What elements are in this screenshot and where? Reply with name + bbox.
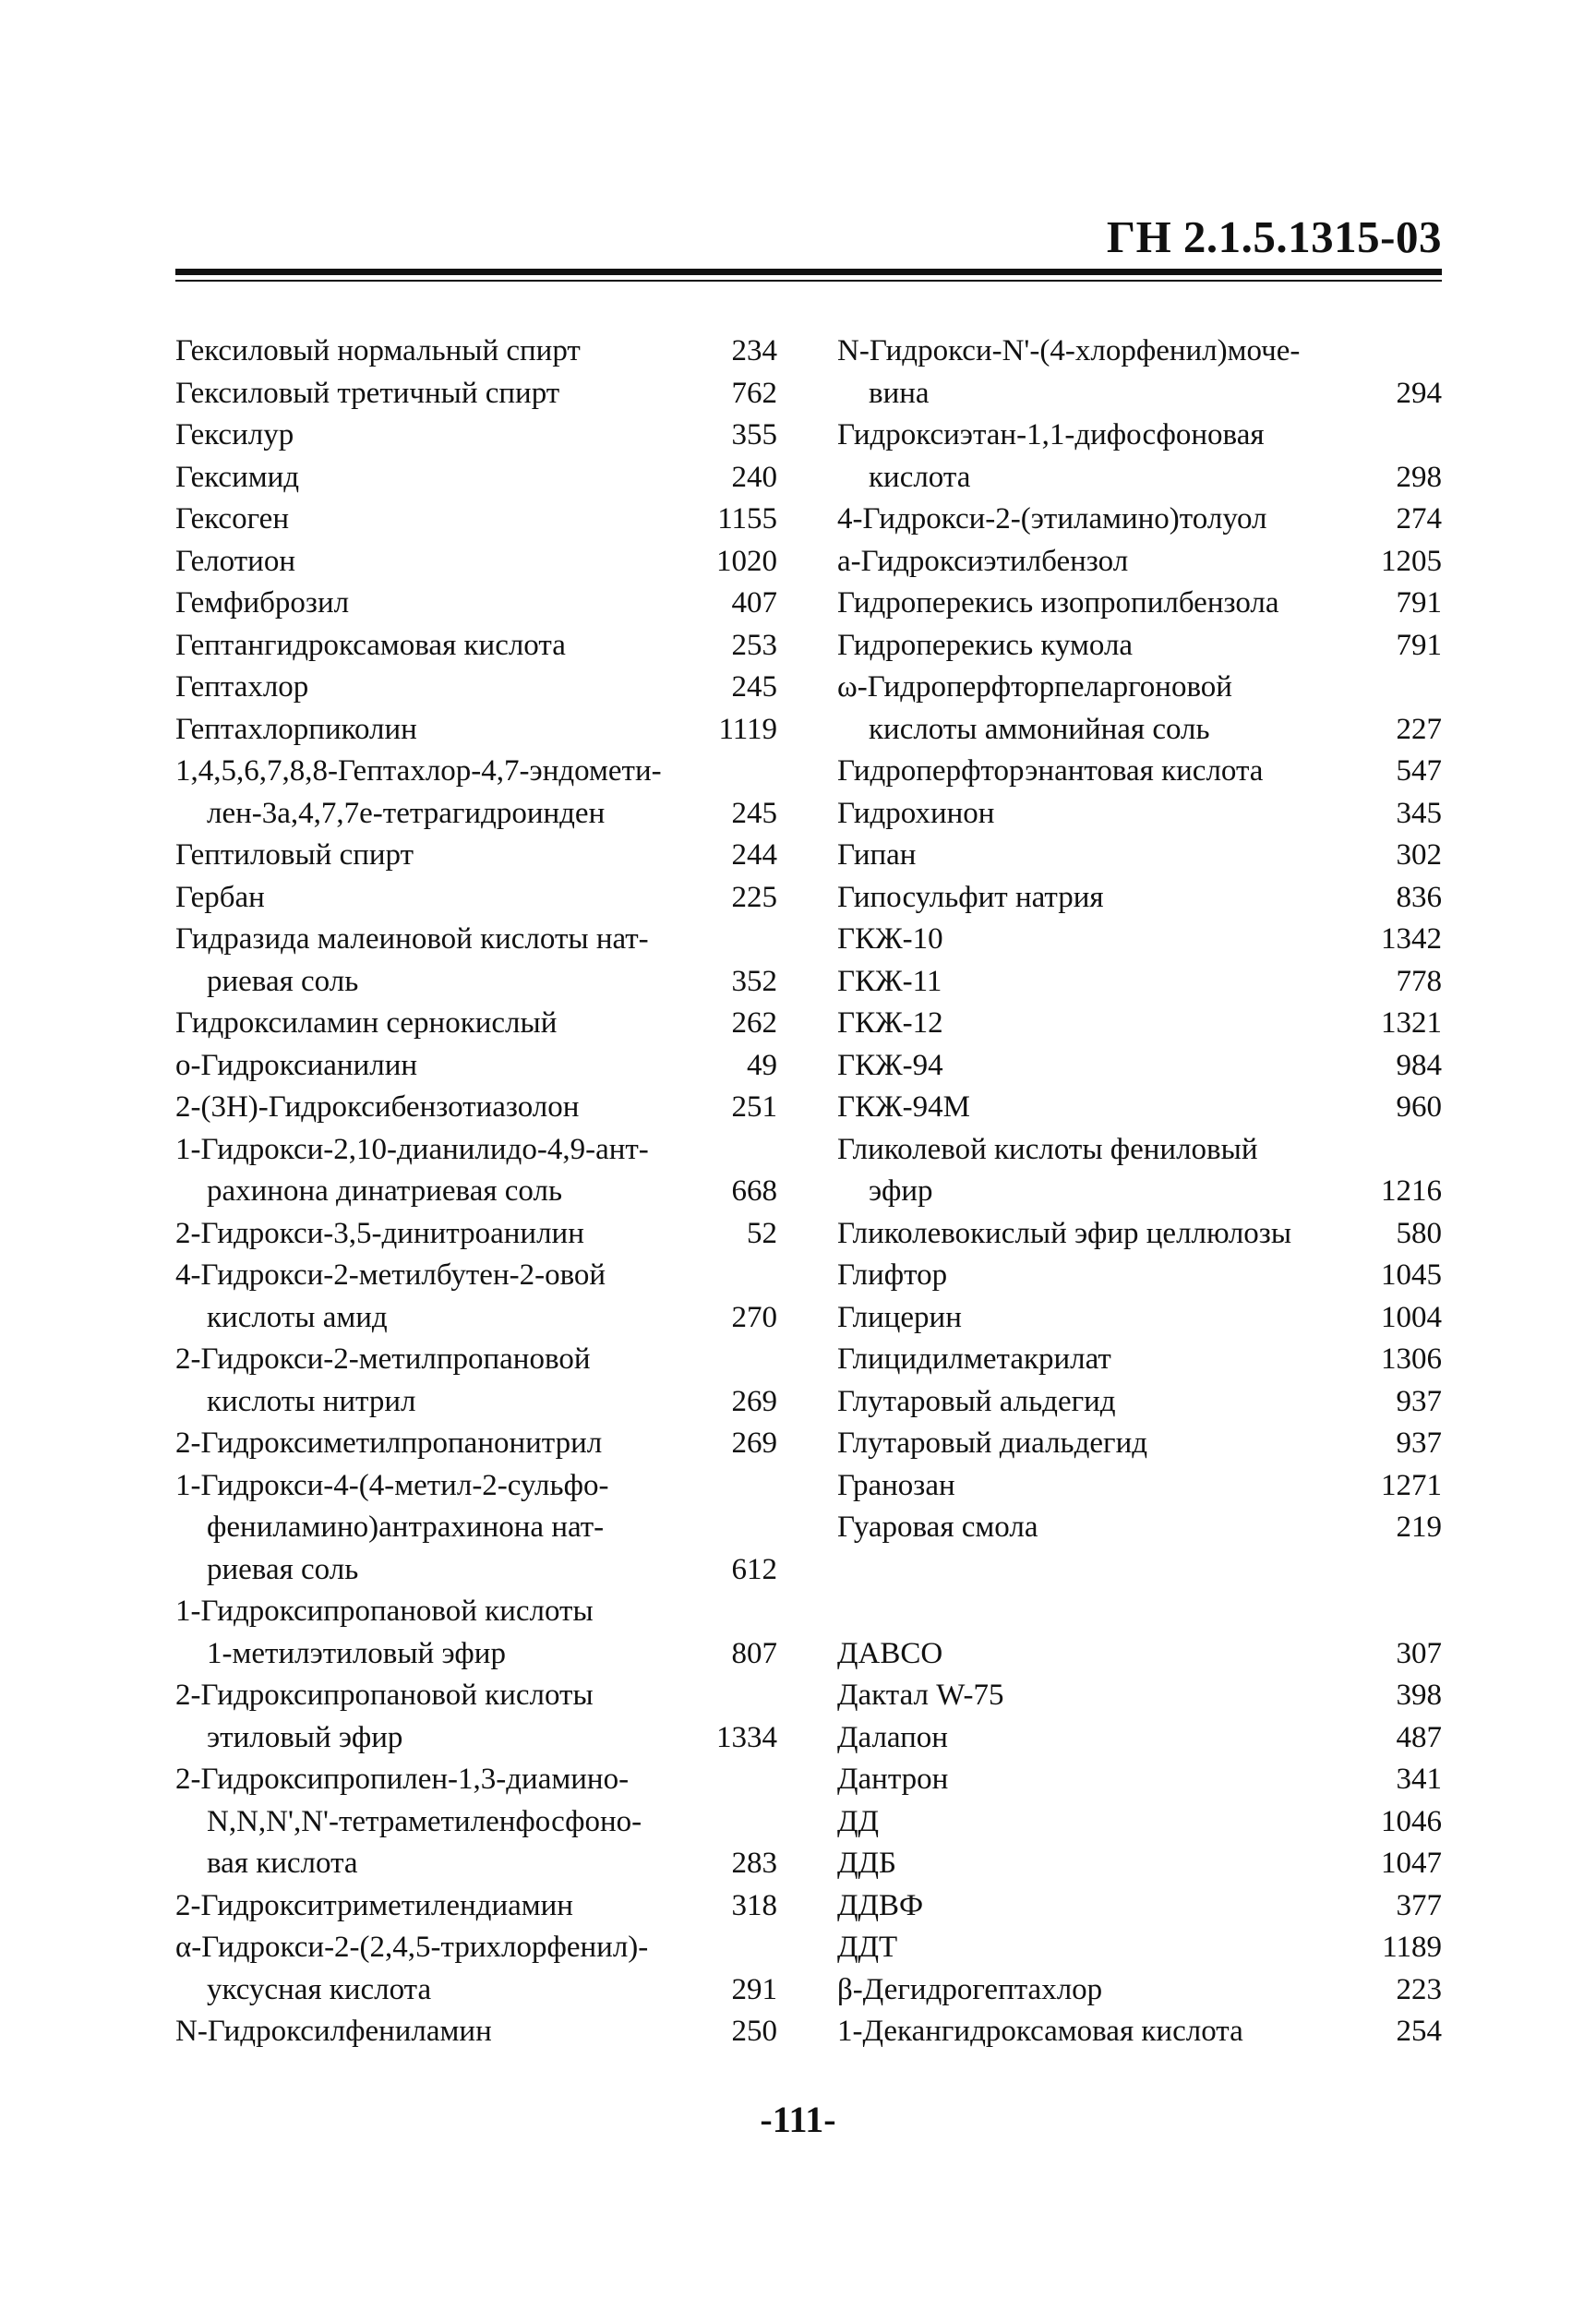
entry-page-number: 807 [731,1636,777,1670]
index-entry-line [837,751,1442,793]
entry-term: Гидразида малеиновой кислоты нат- [175,922,649,956]
entry-term: Гексимид [175,460,300,494]
index-entry-line [175,1297,777,1340]
entry-term: N,N,N',N'-тетраметиленфосфоно- [207,1804,642,1838]
entry-term: Гептангидроксамовая кислота [175,628,566,662]
index-entry [837,583,1442,625]
entry-term: ДДБ [837,1847,896,1880]
index-entry-line [837,499,1442,541]
entry-term: этиловый эфир [207,1720,403,1754]
entry-term: ДАВСО [837,1636,943,1670]
index-entry [175,1675,777,1759]
entry-page-number: 1321 [1381,1006,1442,1040]
entry-term: 2-Гидрокситриметилендиамин [175,1888,573,1922]
index-entry-line [175,1843,777,1885]
entry-page-number: 791 [1396,586,1442,620]
entry-page-number: 341 [1396,1763,1442,1796]
entry-term: β-Дегидрогептахлор [837,1972,1103,2006]
index-entry-line [837,835,1442,877]
index-entry-line [175,835,777,877]
index-entry [837,961,1442,1004]
index-entry [175,877,777,920]
entry-page-number: 1020 [716,544,777,578]
index-entry [837,541,1442,584]
entry-page-number: 352 [731,964,777,998]
document-code-header: ГН 2.1.5.1315-03 [1106,211,1442,262]
index-entry [837,751,1442,793]
index-entry [837,499,1442,541]
entry-term: кислота [869,460,971,494]
entry-page-number: 762 [731,376,777,410]
entry-term: Глутаровый альдегид [837,1384,1116,1418]
entry-term: Гептиловый спирт [175,838,414,872]
index-entry [837,919,1442,961]
header-rule-thick [175,269,1442,275]
entry-page-number: 1205 [1381,544,1442,578]
index-entry [175,1927,777,2011]
index-entry [175,667,777,709]
index-entry [837,1381,1442,1424]
entry-term: Гидрохинон [837,796,995,830]
entry-page-number: 355 [731,418,777,451]
entry-page-number: 778 [1396,964,1442,998]
entry-page-number: 937 [1396,1426,1442,1460]
index-entry-line [837,1423,1442,1465]
entry-page-number: 244 [731,838,777,872]
index-entry [175,1423,777,1465]
index-entry-line [837,457,1442,500]
entry-page-number: 318 [731,1888,777,1922]
index-entry [837,1507,1442,1549]
index-entry-line [175,373,777,415]
index-entry-line [837,541,1442,584]
entry-term: Гептахлорпиколин [175,712,417,746]
index-entry-line [175,625,777,668]
index-entry-line [837,1171,1442,1213]
index-entry-line [175,1549,777,1592]
section-gap [837,1549,1442,1633]
index-entry-line [837,1339,1442,1381]
entry-page-number: 245 [731,670,777,704]
index-entry-line [837,625,1442,668]
index-entry [175,331,777,373]
entry-term: Дантрон [837,1763,949,1796]
entry-term: уксусная кислота [207,1972,432,2006]
index-entry [837,793,1442,836]
index-entry [837,1843,1442,1885]
index-entry-line [837,1843,1442,1885]
entry-page-number: 49 [747,1048,777,1082]
entry-term: Гидроперфторэнантовая кислота [837,754,1264,788]
entry-page-number: 245 [731,796,777,830]
index-entry-line [175,961,777,1004]
index-entry [175,1213,777,1256]
entry-page-number: 1189 [1382,1931,1442,1964]
entry-page-number: 270 [731,1300,777,1334]
entry-term: о-Гидроксианилин [175,1048,418,1082]
entry-term: рахинона динатриевая соль [207,1174,563,1208]
index-entry [837,1801,1442,1844]
entry-term: ГКЖ-12 [837,1006,943,1040]
index-entry [837,1423,1442,1465]
entry-term: Гипан [837,838,917,872]
entry-term: ГКЖ-94 [837,1048,943,1082]
index-entry-line [175,1591,777,1633]
entry-term: Гидроперекись кумола [837,628,1134,662]
entry-term: Далапон [837,1720,948,1754]
index-entry [175,1591,777,1675]
index-entry-line [837,1927,1442,1969]
index-column-right [837,331,1442,2053]
entry-page-number: 269 [731,1384,777,1418]
entry-term: 4-Гидрокси-2-(этиламино)толуол [837,502,1267,536]
page-number: -111- [760,2099,836,2140]
index-entry [837,1465,1442,1508]
entry-page-number: 345 [1396,796,1442,830]
index-entry [837,1129,1442,1213]
entry-term: 2-Гидрокси-3,5-динитроанилин [175,1216,584,1250]
index-entry-line [837,1885,1442,1928]
entry-term: ГКЖ-94М [837,1090,970,1124]
index-entry-line [837,667,1442,709]
entry-page-number: 668 [731,1174,777,1208]
index-entry-line [175,1759,777,1801]
index-entry-line [175,1507,777,1549]
entry-term: риевая соль [207,964,359,998]
index-entry-line [175,1969,777,2012]
index-entry-line [175,1339,777,1381]
index-entry-line [175,1675,777,1717]
index-entry-line [175,751,777,793]
index-entry [175,835,777,877]
index-entry-line [837,331,1442,373]
index-entry-line [175,1927,777,1969]
index-entry [837,415,1442,499]
index-entry-line [837,373,1442,415]
entry-page-number: 836 [1396,880,1442,914]
index-entry [175,919,777,1003]
index-entry-line [837,1801,1442,1844]
entry-term: 1-Гидрокси-2,10-дианилидо-4,9-ант- [175,1132,649,1166]
entry-page-number: 307 [1396,1636,1442,1670]
index-entry [837,1339,1442,1381]
entry-page-number: 960 [1396,1090,1442,1124]
entry-page-number: 240 [731,460,777,494]
index-entry-line [837,793,1442,836]
entry-term: Глицидилметакрилат [837,1342,1111,1376]
entry-term: Гексиловый нормальный спирт [175,334,581,367]
entry-term: N-Гидрокси-N'-(4-хлорфенил)моче- [837,334,1301,367]
entry-page-number: 1216 [1381,1174,1442,1208]
entry-term: 1-Декангидроксамовая кислота [837,2015,1243,2048]
index-entry-line [175,1381,777,1424]
entry-term: Гелотион [175,544,295,578]
index-entry-line [837,1255,1442,1297]
entry-page-number: 1306 [1381,1342,1442,1376]
index-entry-line [175,541,777,584]
entry-page-number: 1045 [1381,1258,1442,1292]
entry-page-number: 294 [1396,376,1442,410]
index-entry-line [837,1381,1442,1424]
entry-page-number: 1342 [1381,922,1442,956]
entry-term: Гипосульфит натрия [837,880,1104,914]
index-entry-line [837,709,1442,752]
entry-page-number: 283 [731,1847,777,1880]
index-entry-line [175,919,777,961]
entry-term: 2-(3Н)-Гидроксибензотиазолон [175,1090,580,1124]
index-entry [837,1087,1442,1129]
entry-page-number: 274 [1396,502,1442,536]
entry-page-number: 298 [1396,460,1442,494]
index-entry [837,1003,1442,1045]
index-entry [175,625,777,668]
entry-term: кислоты аммонийная соль [869,712,1210,746]
index-entry-line [837,1045,1442,1088]
entry-page-number: 377 [1396,1888,1442,1922]
index-entry-line [837,1213,1442,1256]
entry-term: Гранозан [837,1468,955,1502]
entry-page-number: 219 [1396,1511,1442,1544]
entry-term: 1-Гидрокси-4-(4-метил-2-сульфо- [175,1468,609,1502]
index-entry [837,331,1442,415]
index-entry-line [175,1087,777,1129]
index-entry-line [175,583,777,625]
entry-term: 2-Гидроксипропилен-1,3-диамино- [175,1763,630,1796]
index-entry-line [175,1717,777,1760]
index-entry-line [175,877,777,920]
entry-term: Глутаровый диальдегид [837,1426,1148,1460]
index-entry [837,877,1442,920]
index-entry [837,1255,1442,1297]
entry-term: 1-Гидроксипропановой кислоты [175,1595,594,1628]
index-entry [175,415,777,457]
entry-page-number: 262 [731,1006,777,1040]
entry-page-number: 580 [1396,1216,1442,1250]
entry-page-number: 234 [731,334,777,367]
index-entry [175,751,777,835]
entry-page-number: 52 [747,1216,777,1250]
index-entry-line [175,499,777,541]
index-entry [175,1759,777,1885]
index-entry-line [175,1801,777,1844]
entry-page-number: 1155 [717,502,777,536]
index-entry-line [837,877,1442,920]
entry-page-number: 398 [1396,1679,1442,1712]
entry-term: Гексоген [175,502,289,536]
index-entry [837,1969,1442,2012]
entry-term: Глифтор [837,1258,948,1292]
entry-term: ДДВФ [837,1888,924,1922]
entry-page-number: 407 [731,586,777,620]
index-entry-line [837,1507,1442,1549]
entry-page-number: 253 [731,628,777,662]
entry-term: 2-Гидроксиметилпропанонитрил [175,1426,603,1460]
index-entry [175,2011,777,2053]
index-entry-line [175,1003,777,1045]
entry-term: фениламино)антрахинона нат- [207,1511,605,1544]
entry-term: Гуаровая смола [837,1511,1038,1544]
index-entry [837,835,1442,877]
index-entry-line [837,1969,1442,2012]
entry-term: Гидроксиламин сернокислый [175,1006,558,1040]
index-entry [175,1465,777,1592]
entry-page-number: 254 [1396,2015,1442,2048]
entry-term: 4-Гидрокси-2-метилбутен-2-овой [175,1258,606,1292]
entry-term: 1-метилэтиловый эфир [207,1636,506,1670]
entry-term: Гликолевой кислоты фениловый [837,1132,1258,1166]
index-entry [837,667,1442,751]
entry-term: Гербан [175,880,265,914]
index-entry [175,1885,777,1928]
entry-term: N-Гидроксилфениламин [175,2015,492,2048]
entry-term: ГКЖ-10 [837,922,943,956]
entry-page-number: 547 [1396,754,1442,788]
index-entry-line [837,1759,1442,1801]
index-column-left [175,331,777,2053]
index-entry [175,541,777,584]
index-entry [175,1045,777,1088]
index-entry-line [175,1213,777,1256]
entry-page-number: 251 [731,1090,777,1124]
entry-term: эфир [869,1174,933,1208]
index-entry-line [175,1423,777,1465]
index-entry-line [837,1633,1442,1676]
entry-term: ω-Гидроперфторпеларгоновой [837,670,1232,704]
index-entry-line [175,1633,777,1676]
entry-term: лен-3а,4,7,7е-тетрагидроинден [207,796,606,830]
entry-page-number: 269 [731,1426,777,1460]
index-entry-line [837,1129,1442,1172]
index-entry-line [837,1717,1442,1760]
entry-term: Гексиловый третичный спирт [175,376,560,410]
entry-page-number: 612 [731,1552,777,1586]
index-entry [175,583,777,625]
index-entry-line [837,919,1442,961]
index-entry-line [837,583,1442,625]
entry-page-number: 984 [1396,1048,1442,1082]
entry-term: Дактал W-75 [837,1679,1004,1712]
entry-term: Гидроксиэтан-1,1-дифосфоновая [837,418,1265,451]
index-entry [175,709,777,752]
entry-term: ДДТ [837,1931,898,1964]
index-entry [837,625,1442,668]
entry-term: Гексилур [175,418,294,451]
entry-term: кислоты амид [207,1300,388,1334]
index-entry [837,1213,1442,1256]
entry-page-number: 223 [1396,1972,1442,2006]
entry-term: ГКЖ-11 [837,964,942,998]
entry-term: Гептахлор [175,670,309,704]
index-entry [175,1087,777,1129]
index-entry [175,1339,777,1423]
entry-page-number: 1271 [1381,1468,1442,1502]
entry-term: кислоты нитрил [207,1384,416,1418]
index-entry-line [837,1297,1442,1340]
index-entry-line [175,1255,777,1297]
entry-term: ДД [837,1804,880,1838]
index-entry-line [837,1675,1442,1717]
index-entry-line [175,415,777,457]
index-entry-line [175,667,777,709]
index-entry-line [837,415,1442,457]
entry-term: вина [869,376,930,410]
index-entry [837,1885,1442,1928]
entry-term: α-Гидрокси-2-(2,4,5-трихлорфенил)- [175,1931,649,1964]
entry-term: Гидроперекись изопропилбензола [837,586,1279,620]
index-entry [837,2011,1442,2053]
index-entry [837,1633,1442,1676]
index-entry [175,1003,777,1045]
entry-page-number: 1119 [718,712,777,746]
entry-page-number: 1334 [716,1720,777,1754]
index-entry [837,1927,1442,1969]
entry-term: 2-Гидрокси-2-метилпропановой [175,1342,591,1376]
entry-page-number: 1004 [1381,1300,1442,1334]
header-rule-thin [175,280,1442,282]
index-entry-line [175,793,777,836]
entry-page-number: 791 [1396,628,1442,662]
index-entry-line [175,1885,777,1928]
index-entry-line [175,1129,777,1172]
index-entry [837,1675,1442,1717]
entry-term: Гемфиброзил [175,586,350,620]
index-entry-line [837,1087,1442,1129]
entry-term: 1,4,5,6,7,8,8-Гептахлор-4,7-эндомети- [175,754,662,788]
index-entry [175,499,777,541]
entry-page-number: 487 [1396,1720,1442,1754]
index-entry-line [837,2011,1442,2053]
index-entry-line [175,331,777,373]
entry-term: риевая соль [207,1552,359,1586]
index-entry [175,1129,777,1213]
index-entry-line [175,1171,777,1213]
entry-page-number: 250 [731,2015,777,2048]
index-entry [837,1297,1442,1340]
index-entry-line [837,1003,1442,1045]
index-entry-line [175,1045,777,1088]
index-entry-line [175,709,777,752]
entry-page-number: 225 [731,880,777,914]
entry-term: Глицерин [837,1300,962,1334]
index-entry-line [175,457,777,500]
index-entry-line [175,1465,777,1508]
entry-page-number: 937 [1396,1384,1442,1418]
entry-term: Гликолевокислый эфир целлюлозы [837,1216,1292,1250]
entry-term: 2-Гидроксипропановой кислоты [175,1679,594,1712]
entry-page-number: 227 [1396,712,1442,746]
entry-page-number: 1047 [1381,1847,1442,1880]
entry-page-number: 291 [731,1972,777,2006]
index-entry [175,457,777,500]
entry-page-number: 1046 [1381,1804,1442,1838]
entry-term: вая кислота [207,1847,358,1880]
index-entry [837,1045,1442,1088]
index-entry [175,373,777,415]
entry-page-number: 302 [1396,838,1442,872]
index-entry [175,1255,777,1339]
index-entry-line [175,2011,777,2053]
index-entry [837,1717,1442,1760]
entry-term: а-Гидроксиэтилбензол [837,544,1129,578]
index-entry [837,1759,1442,1801]
index-entry-line [837,961,1442,1004]
index-entry-line [837,1465,1442,1508]
